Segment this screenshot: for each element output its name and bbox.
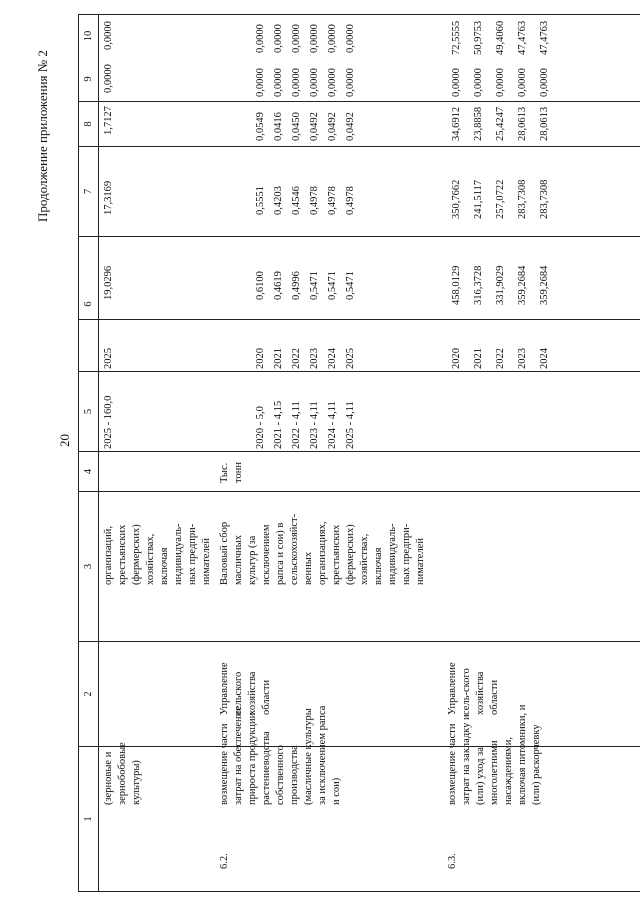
row-6-3-col2: Управление сель-ского хозяйства области [447, 662, 500, 715]
row-6-3-col1: возмещение части затрат на закладку и (или) уход за многолетними насаждениями, включая питомники, и (или) раскорчевку [447, 704, 542, 805]
row-6-2-col1: возмещение части затрат на обеспечение прироста продукции растениеводства собственного производства (масличные культуры за исключением рапса и сои) [219, 705, 342, 805]
carry-over-col7: 17,3169 [103, 180, 114, 215]
column-number: 3 [83, 563, 94, 570]
column-number: 1 [83, 816, 94, 822]
carry-over-year: 2025 [103, 348, 114, 369]
row-number: 6.2. [219, 853, 230, 869]
carry-over-col9: 0,0000 [103, 64, 114, 93]
page-number: 20 [57, 434, 72, 447]
row-6-2-years: 2020 2021 2022 2023 2024 2025 [255, 348, 356, 369]
column-number: 10 [83, 30, 94, 42]
column-number: 8 [83, 121, 94, 127]
column-number: 6 [83, 301, 94, 307]
column-number: 5 [83, 408, 94, 415]
carry-over-col3: организаций, крестьянских (фермерских) хозяйствах, включая индивидуаль- ных предпри- нимателей [103, 523, 212, 585]
column-number: 2 [83, 691, 94, 697]
row-6-2-col8: 0,0549 0,0416 0,0450 0,0492 0,0492 0,0492 [255, 112, 356, 141]
row-6-3-years: 2020 2021 2022 2023 2024 [451, 348, 550, 369]
appendix-title: Продолжение приложения № 2 [35, 50, 50, 222]
row-6-2-col6: 0,6100 0,4619 0,4996 0,5471 0,5471 0,5471 [255, 271, 356, 300]
row-6-3-col6: 458,0129 316,3728 331,9029 359,2684 359,2684 [451, 265, 550, 305]
carry-over-col6: 19,0296 [103, 265, 114, 300]
row-6-2-col5: 2020 - 5,0 2021 - 4,15 2022 - 4,11 2023 - 4,11 2024 - 4,11 2025 - 4,11 [255, 400, 356, 449]
row-6-3-col9: 0,0000 0,0000 0,0000 0,0000 0,0000 [451, 68, 550, 97]
row-6-3-col8: 34,6912 23,8858 25,4247 28,0613 28,0613 [451, 106, 550, 141]
row-6-2-col9: 0,0000 0,0000 0,0000 0,0000 0,0000 0,0000 [255, 68, 356, 97]
column-number: 7 [83, 188, 94, 195]
row-6-2-col10: 0,0000 0,0000 0,0000 0,0000 0,0000 0,0000 [255, 24, 356, 53]
row-6-2-col3: Валовый сбор масличных культур (за исключением рапса и сои) в сельскохозяйст- венных организациях, крестьянских (фермерских) хозяйствах, включая индивидуаль- ных предпри- нимателей [219, 513, 426, 585]
carry-over-col8: 1,7127 [103, 106, 114, 135]
row-6-2-col7: 0,5551 0,4203 0,4546 0,4978 0,4978 0,4978 [255, 186, 356, 215]
column-number: 4 [83, 468, 94, 475]
carry-over-col1: (зерновые и зернобобовые культуры) [103, 742, 142, 805]
row-6-3-col10: 72,5555 50,9753 49,4060 47,4763 47,4763 [451, 20, 550, 55]
carry-over-col10: 0,0000 [103, 21, 114, 50]
column-number: 9 [83, 76, 94, 82]
row-number: 6.3. [447, 853, 458, 869]
row-6-3-col7: 350,7662 241,5117 257,0722 283,7308 283,7308 [451, 179, 550, 219]
carry-over-col5: 2025 - 160,0 [103, 395, 114, 449]
row-6-2-col2: Управление сельского хозяйства области [219, 662, 272, 715]
row-6-2-unit: Тыс. тонн [219, 462, 244, 483]
